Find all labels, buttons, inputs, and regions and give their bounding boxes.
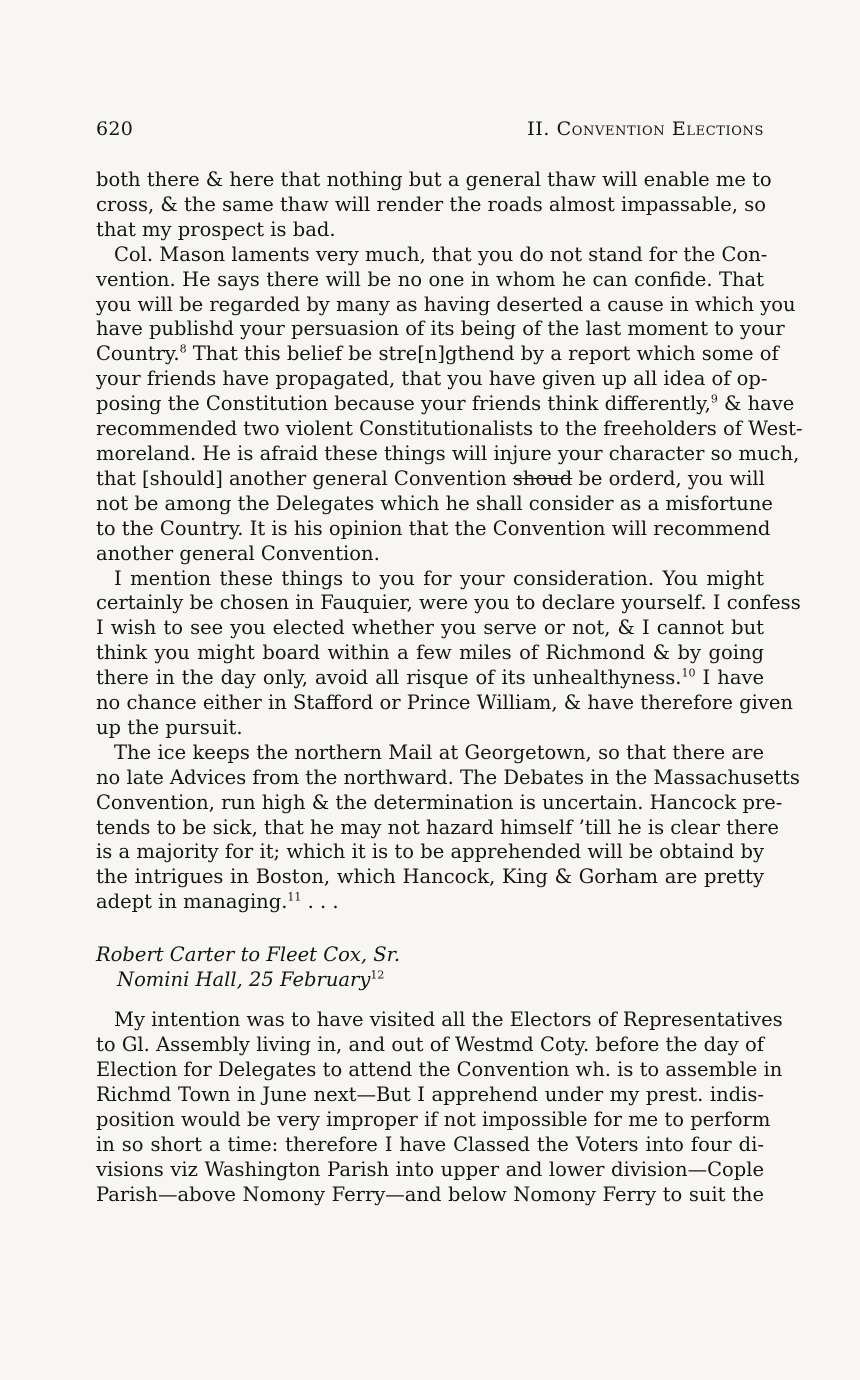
text-run: be orderd, you will: [572, 466, 765, 490]
paragraph: [96, 242, 803, 567]
paragraph: [96, 566, 801, 741]
text-line: cross, & the same thaw will render the roads almost impassable, so: [96, 192, 766, 216]
footnote-ref: 8: [179, 342, 187, 356]
text-line: recommended two violent Constitutionalists to the freeholders of West-: [96, 417, 803, 441]
text-line: I wish to see you elected whether you serve or not, & I cannot but: [96, 616, 764, 640]
text-run: . . .: [301, 890, 339, 914]
text-line: in so short a time: therefore I have Classed the Voters into four di-: [96, 1132, 764, 1156]
page-number: 620: [96, 118, 134, 140]
text-line: tends to be sick, that he may not hazard himself ’till he is clear there: [96, 815, 779, 839]
text-line: Election for Delegates to attend the Convention wh. is to assemble in: [96, 1058, 783, 1081]
paragraph: [96, 1008, 783, 1207]
footnote-ref: 11: [287, 890, 302, 904]
text-line: [96, 890, 764, 915]
text-line: Parish—above Nomony Ferry—and below Nomony Ferry to suit the: [96, 1182, 764, 1206]
text-line: The ice keeps the northern Mail at Georgetown, so that there are: [114, 740, 764, 764]
text-line: [96, 467, 764, 492]
text-line: vention. He says there will be no one in whom he can confide. That: [96, 267, 764, 291]
text-line: [96, 666, 764, 691]
text-line: your friends have propagated, that you have given up all idea of op-: [96, 367, 768, 391]
text-line: another general Convention.: [96, 541, 380, 565]
text-run: & have: [717, 392, 795, 416]
dateline-text: Nomini Hall, 25 February: [117, 968, 371, 992]
running-head-title: Convention Elections: [556, 118, 764, 140]
page-header: [96, 118, 764, 146]
text-line: Convention, run high & the determination is uncertain. Hancock pre-: [96, 790, 783, 814]
text-line: think you might board within a few miles of Richmond & by going: [96, 641, 764, 665]
running-head-numeral: II.: [527, 118, 550, 140]
footnote-ref: 10: [681, 666, 696, 680]
text-line: [96, 392, 795, 417]
text-line: visions viz Washington Parish into upper and lower division—Cople: [96, 1157, 764, 1181]
text-run: adept in managing.: [96, 890, 288, 914]
text-run: Country.: [96, 342, 180, 366]
text-line: no chance either in Stafford or Prince William, & have therefore given: [96, 691, 793, 715]
struck-word: shoud: [512, 466, 573, 490]
running-head: [527, 118, 764, 140]
text-line: I mention these things to you for your consideration. You might: [114, 566, 764, 590]
text-line: moreland. He is afraid these things will injure your character so much,: [96, 441, 800, 465]
text-line: not be among the Delegates which he shall consider as a misfortune: [96, 491, 773, 515]
text-line: position would be very improper if not impossible for me to perform: [96, 1107, 771, 1131]
page-body: [96, 168, 803, 1207]
text-line: certainly be chosen in Fauquier, were you to declare yourself. I confess: [96, 591, 801, 615]
letter-dateline: [96, 967, 764, 992]
text-line: have publishd your persuasion of its being of the last moment to your: [96, 317, 785, 341]
text-line: My intention was to have visited all the Electors of Representatives: [114, 1008, 783, 1032]
paragraph: [96, 168, 772, 243]
text-line: Richmd Town in June next—But I apprehend under my prest. indis-: [96, 1082, 764, 1106]
text-run: that [should] another general Convention: [96, 466, 513, 490]
text-line: is a majority for it; which it is to be apprehended will be obtaind by: [96, 840, 764, 864]
text-run: That this belief be stre[n]gthend by a report which some of: [186, 342, 779, 366]
text-line: up the pursuit.: [96, 715, 243, 739]
footnote-ref: 12: [370, 968, 385, 982]
text-line: the intrigues in Boston, which Hancock, King & Gorham are pretty: [96, 865, 764, 889]
paragraph: [96, 740, 800, 915]
text-line: that my prospect is bad.: [96, 217, 336, 241]
text-run: I have: [695, 666, 765, 690]
text-line: [96, 342, 779, 367]
text-run: there in the day only, avoid all risque of its unhealthyness.: [96, 666, 682, 690]
text-line: to the Country. It is his opinion that the Convention will recommend: [96, 516, 771, 540]
text-line: no late Advices from the northward. The Debates in the Massachusetts: [96, 765, 800, 789]
text-run: posing the Constitution because your friends think differently,: [96, 392, 711, 416]
letter-heading: [96, 942, 764, 992]
text-line: Col. Mason laments very much, that you do not stand for the Con-: [114, 242, 768, 266]
letter-title: Robert Carter to Fleet Cox, Sr.: [96, 943, 401, 967]
text-line: you will be regarded by many as having deserted a cause in which you: [96, 292, 796, 316]
text-line: both there & here that nothing but a general thaw will enable me to: [96, 168, 772, 191]
text-line: to Gl. Assembly living in, and out of Westmd Coty. before the day of: [96, 1033, 764, 1057]
footnote-ref: 9: [710, 392, 718, 406]
